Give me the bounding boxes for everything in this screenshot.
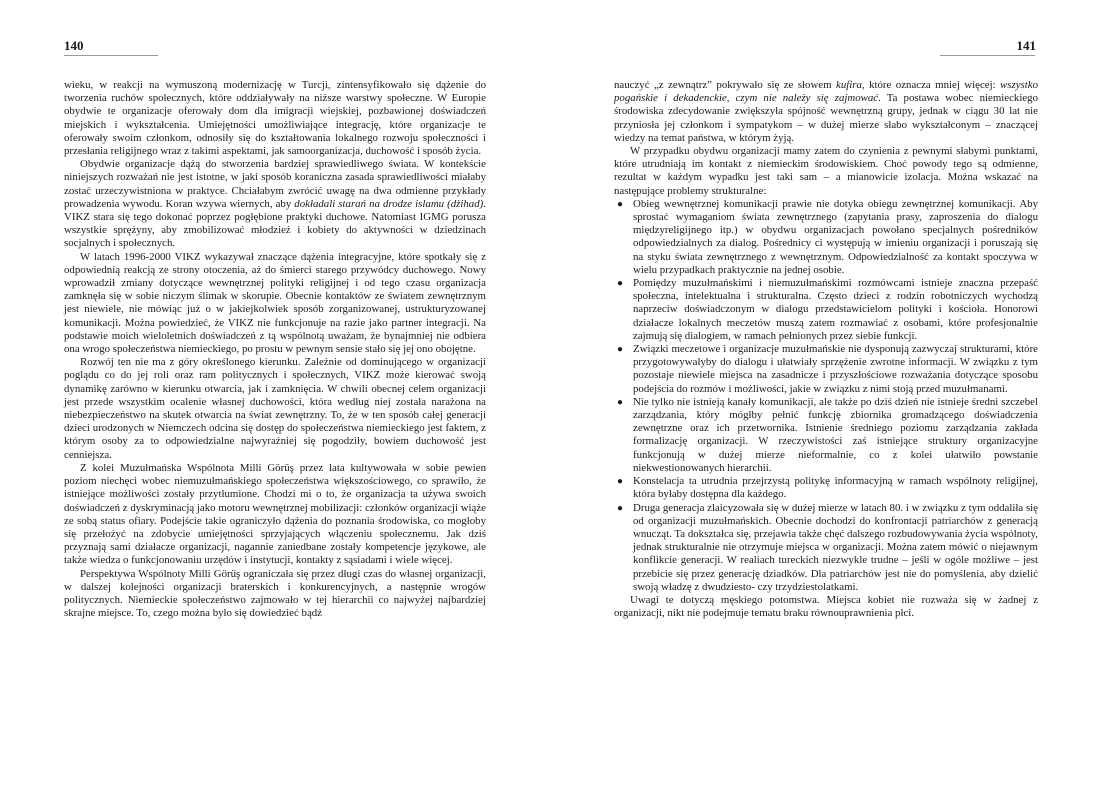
- list-item: [614, 475, 1038, 501]
- paragraph: [614, 79, 1038, 145]
- text-run: nauczyć „z zewnątrz” pokrywało się ze słowem: [614, 79, 836, 91]
- page-number-right: 141: [1016, 38, 1036, 53]
- text-run: , które oznacza mniej więcej:: [861, 79, 1001, 91]
- header-rule-right: [940, 55, 1035, 56]
- paragraph: [64, 158, 486, 250]
- right-page: [550, 0, 1100, 786]
- text-run: . Ta postawa wobec niemieckiego środowiska zdecydowanie zwiększyła spójność wewnętrzną grupy, jednak w ciągu 30 lat nie przyniosła jej członkom i sympatykom – w dużej mierze słabo wykształconym – znaczącej wiedzy na temat państwa, w którym żyją.: [614, 92, 1038, 144]
- bullet-icon: ●: [617, 502, 624, 514]
- page-number-left: 140: [64, 38, 84, 53]
- paragraph: Rozwój ten nie ma z góry określonego kierunku. Zależnie od dominującego w organizacji poglądu co do jej roli oraz ram politycznych i społecznych, VIKZ może kierować swoją dynamikę zarówno w kierunku otwarcia, jak i zamknięcia. W chwili obecnej celem organizacji jest przede wszystkim ocalenie własnej duchowości, która według niej została narażona na niebezpieczeństwo na skutek otwarcia na świat zewnętrzny. To, że w ten sposób całej generacji dzieci urodzonych w Niemczech odcina się dostęp do społeczeństwa niemieckiego jest faktem, z którym osoby za to odpowiedzialne najwyraźniej się pogodziły, bowiem duchowość jest cenniejsza.: [64, 356, 486, 461]
- list-item: [614, 396, 1038, 475]
- bullet-icon: ●: [617, 476, 624, 488]
- list-item-text: Druga generacja zlaicyzowała się w dużej mierze w latach 80. i w związku z tym oddaliła się od organizacji muzułmańskich. Obecnie dochodzi do konfrontacji patriarchów z generacją wnucząt. Ta dokształca się, przejawia także chęć dalszego rozbudowywania życia wspólnoty, jednak strukturalnie nie otrzymuje miejsca w organizacji. Można zatem mówić o niejawnym konflikcie generacji. W realiach tureckich niezwykle trudne – jeśli w ogóle możliwe – jest przebicie się przez generację dziadków. Dla patriarchów jest nie do pomyślenia, aby dzielić swoją władzę z dwudziesto- czy trzydziestolatkami.: [633, 501, 1038, 593]
- paragraph: wieku, w reakcji na wymuszoną modernizację w Turcji, zintensyfikowało się dążenie do tworzenia ruchów społecznych, które oddziaływały na niższe warstwy społeczne. W Europie obydwie te organizacje oferowały dom dla imigracji wiejskiej, pozbawionej doświadczeń miejskich i wykształcenia. Umiejętności umożliwiające integrację, które organizacje te oferowały swoim członkom, odnosiły się do kształtowania lokalnego rozwoju społeczności i przesłania religijnego wraz z takimi aspektami, jak samoorganizacja, duchowość i sposób życia.: [64, 79, 486, 158]
- list-item-text: Pomiędzy muzułmańskimi i niemuzułmańskimi rozmówcami istnieje znaczna przepaść społeczna, intelektualna i strukturalna. Często dzieci z rodzin robotniczych wychodzą naprzeciw doświadczonym w dialogu przedstawicielom polityki i kościoła. Honorowi działacze lokalnych meczetów muszą zatem rozmawiać z osobami, które profesjonalnie zajmują się dialogiem, w ramach pełnionych przez siebie funkcji.: [633, 277, 1038, 342]
- paragraph: W przypadku obydwu organizacji mamy zatem do czynienia z pewnymi słabymi punktami, które utrudniają im kontakt z niemieckim środowiskiem. Choć powody tego są odmienne, rezultat w każdym wypadku jest taki sam – a mianowicie izolacja. Można wskazać na następujące problemy strukturalne:: [614, 145, 1038, 197]
- list-item-text: Konstelacja ta utrudnia przejrzystą politykę informacyjną w ramach wspólnoty religijnej, która byłaby dostępna dla każdego.: [633, 475, 1038, 501]
- bullet-icon: ●: [617, 396, 624, 408]
- paragraph: Uwagi te dotyczą męskiego potomstwa. Miejsca kobiet nie rozważa się w żadnej z organizacji, nikt nie podejmuje tematu braku równouprawnienia płci.: [614, 593, 1038, 620]
- paragraph: Perspektywa Wspólnoty Milli Görüş ograniczała się przez długi czas do własnej organizacji, w dalszej kolejności organizacji braterskich i konkurencyjnych, a następnie wrogów politycznych. Niemieckie społeczeństwo zajmowało w tej hierarchii co najwyżej najbardziej skrajne miejsce. To, czego można było się dowiedzieć bądź: [64, 567, 486, 620]
- list-item-text: Nie tylko nie istnieją kanały komunikacji, ale także po dziś dzień nie istnieje średni szczebel zarządzania, który mógłby pełnić funkcję zbiornika gromadzącego doświadczenia zewnętrzne oraz ich przetwornika. Istnienie średniego poziomu zarządzania zakłada formalizację organizacji. W rzeczywistości zaś istniejące struktury organizacyjne funkcjonują w dużej mierze nieformalnie, co z kolei ułatwiło powstanie niekwestionowanych hierarchii.: [633, 395, 1038, 474]
- paragraph: Z kolei Muzułmańska Wspólnota Milli Görüş przez lata kultywowała w sobie pewien poziom niechęci wobec niemuzułmańskiego społeczeństwa większościowego, co sprawiło, że istniejące możliwości zostały przytłumione. Chodzi mi o to, że organizacja ta używa swoich doświadczeń z dyskryminacją jako motoru wewnętrznej mobilizacji: członków organizacji wiąże ze sobą status ofiary. Podejście takie ograniczyło dążenia do poznania środowiska, co mogłoby się przełożyć na zdobycie umiejętności sprzyjających włączeniu społecznemu. Jak dziś przyznają sami działacze organizacji, nagannie zaniedbane zostały kompetencje językowe, ale także wiedza o funkcjonowaniu urzędów i instytucji, kontakty z sąsiadami i wiele więcej.: [64, 461, 486, 567]
- italic-phrase: wszystko pogańskie i dekadenckie, czym nie należy się zajmować: [614, 79, 1038, 105]
- list-item-text: Związki meczetowe i organizacje muzułmańskie nie dysponują zazwyczaj strukturami, które przygotowywałyby do dialogu i ułatwiały sprzężenie zwrotne informacji. W związku z tym pozostaje niewiele miejsca na zasadnicze i przyszłościowe rozważania dotyczące sposobu podejścia do rozmów i możliwości, jakie w związku z nimi stoją przed muzułmanami.: [633, 343, 1038, 395]
- left-page-text: [64, 79, 486, 620]
- text-run: Obydwie organizacje dążą do stworzenia bardziej sprawiedliwego świata. W kontekście niniejszych rozważań nie jest istotne, w jaki sposób koraniczna zasada sprawiedliwości miałaby zostać urzeczywistniona w praktyce. Chciałabym zwrócić uwagę na dwa odmienne przykłady prowadzenia wywodu. Koran wzywa wiernych, aby: [64, 158, 486, 210]
- problem-list: [614, 198, 1038, 594]
- right-page-text: [614, 79, 1038, 620]
- italic-phrase: kufira: [836, 79, 862, 91]
- list-item: [614, 502, 1038, 594]
- italic-phrase: dokładali starań na drodze islamu (dżihad): [294, 197, 484, 210]
- list-item: [614, 343, 1038, 396]
- paragraph: W latach 1996-2000 VIKZ wykazywał znaczące dążenia integracyjne, które spotkały się z odpowiednią reakcją ze strony otoczenia, aż do śmierci starego przywódcy duchowego. Nowy wprowadził zmiany dotyczące wewnętrznej polityki religijnej i od tego czasu organizacja zamknęła się w sobie niczym ślimak w skorupie. Obecnie kontaktów ze światem zewnętrznym jest niewiele, nie mówiąc już o w jakiejkolwiek sposób zorganizowanej, ustrukturyzowanej komunikacji. Można powiedzieć, że VIKZ nie funkcjonuje na razie jako partner integracji. Na podstawie moich wieloletnich doświadczeń z tą wspólnotą uważam, że bynajmniej nie odbiera ona wrogo społeczeństwa niemieckiego, po prostu w pewnym sensie stało się jej ono obojętne.: [64, 250, 486, 356]
- bullet-icon: ●: [617, 198, 624, 210]
- list-item-text: Obieg wewnętrznej komunikacji prawie nie dotyka obiegu zewnętrznej komunikacji. Aby sprostać wymaganiom świata zewnętrznego (zapytania prasy, zaproszenia do dialogu międzyreligijnego itp.) w obydwu organizacjach powołano specjalnych pośredników odpowiedzialnych za dialog. Pośrednicy ci występują w imieniu organizacji i poruszają się na styku świata zewnętrznego z wewnętrznym. Odpowiedzialność za kontakt spoczywa w wielu przypadkach praktycznie na jednej osobie.: [633, 197, 1038, 276]
- bullet-icon: ●: [617, 344, 624, 356]
- list-item: [614, 277, 1038, 343]
- bullet-icon: ●: [617, 278, 624, 290]
- list-item: [614, 198, 1038, 277]
- text-run: . VIKZ stara się tego dokonać poprzez pogłębione praktyki duchowe. Natomiast IGMG porusza wszystkie sprężyny, aby zmobilizować młodzież i kobiety do aktywności w dziedzinach socjalnych i społecznych.: [64, 197, 486, 250]
- header-rule-left: [64, 55, 158, 56]
